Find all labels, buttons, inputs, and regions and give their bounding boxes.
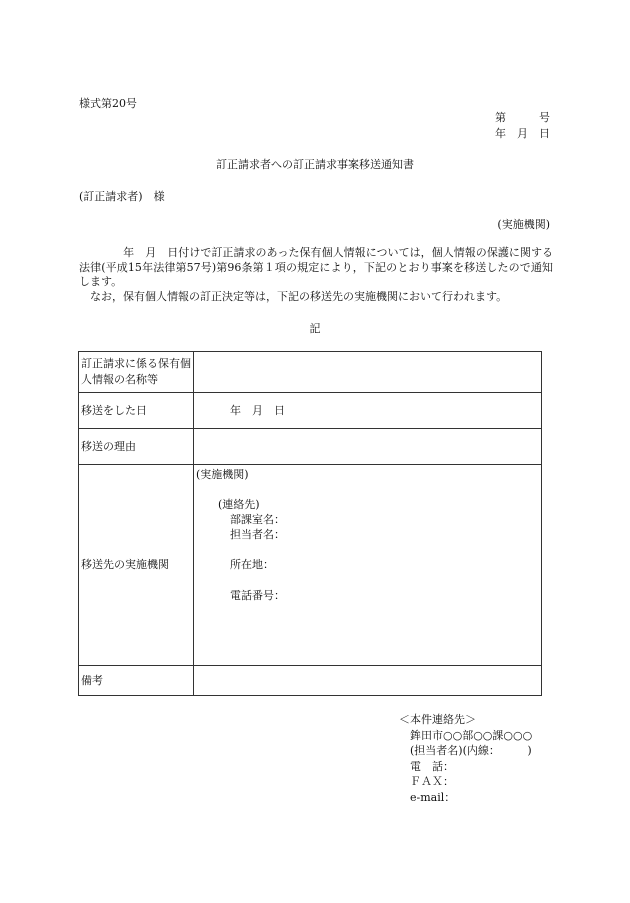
addressee: (訂正請求者) 様 bbox=[79, 190, 165, 203]
contact-email: e-mail： bbox=[410, 790, 456, 804]
destination-phone: 電話番号： bbox=[230, 589, 285, 602]
destination-person: 担当者名： bbox=[230, 528, 285, 541]
table-row bbox=[79, 429, 542, 465]
table-value-destination-agency bbox=[194, 465, 542, 666]
table-label-destination-agency: 移送先の実施機関 bbox=[79, 465, 194, 666]
contact-block bbox=[399, 712, 532, 805]
transfer-date-value: 年 月 日 bbox=[230, 403, 285, 417]
table-row bbox=[79, 393, 542, 429]
document-number-block bbox=[495, 110, 550, 142]
table-label-transfer-reason: 移送の理由 bbox=[79, 429, 194, 465]
table-row bbox=[79, 465, 542, 666]
table-value-transfer-reason bbox=[194, 429, 542, 465]
table-label-transfer-date: 移送をした日 bbox=[79, 393, 194, 429]
table-row bbox=[79, 352, 542, 393]
contact-phone: 電 話： bbox=[410, 759, 454, 773]
destination-department: 部課室名： bbox=[230, 513, 285, 526]
body-text bbox=[79, 246, 553, 304]
table-row bbox=[79, 666, 542, 696]
document-number: 第 号 bbox=[495, 111, 550, 124]
issuing-agency: (実施機関) bbox=[497, 218, 550, 231]
contact-fax: ＦＡＸ： bbox=[410, 775, 454, 788]
document-date: 年 月 日 bbox=[495, 127, 550, 140]
table-value-info-name bbox=[194, 352, 542, 393]
transfer-details-table bbox=[78, 351, 542, 696]
table-value-remarks bbox=[194, 666, 542, 696]
contact-person: (担当者名)(内線： ) bbox=[410, 744, 532, 757]
contact-department: 鉾田市○○部○○課○○○ bbox=[410, 728, 533, 742]
destination-contact-label: (連絡先) bbox=[218, 498, 260, 511]
destination-agency: (実施機関) bbox=[196, 468, 249, 481]
body-paragraph-1: 年 月 日付けで訂正請求のあった保有個人情報については，個人情報の保護に関する法律(平成15年法律第57号)第96条第１項の規定により，下記のとおり事案を移送したので通知します。 bbox=[79, 246, 553, 288]
body-paragraph-2: なお，保有個人情報の訂正決定等は，下記の移送先の実施機関において行われます。 bbox=[79, 289, 508, 303]
table-label-info-name: 訂正請求に係る保有個人情報の名称等 bbox=[79, 352, 194, 393]
table-value-transfer-date bbox=[194, 393, 542, 429]
contact-header: ＜本件連絡先＞ bbox=[399, 713, 476, 726]
document-title: 訂正請求者への訂正請求事案移送通知書 bbox=[216, 158, 414, 171]
form-number: 様式第20号 bbox=[79, 97, 137, 110]
ki-heading: 記 bbox=[309, 322, 321, 335]
table-label-remarks: 備考 bbox=[79, 666, 194, 696]
destination-address: 所在地： bbox=[230, 558, 274, 571]
